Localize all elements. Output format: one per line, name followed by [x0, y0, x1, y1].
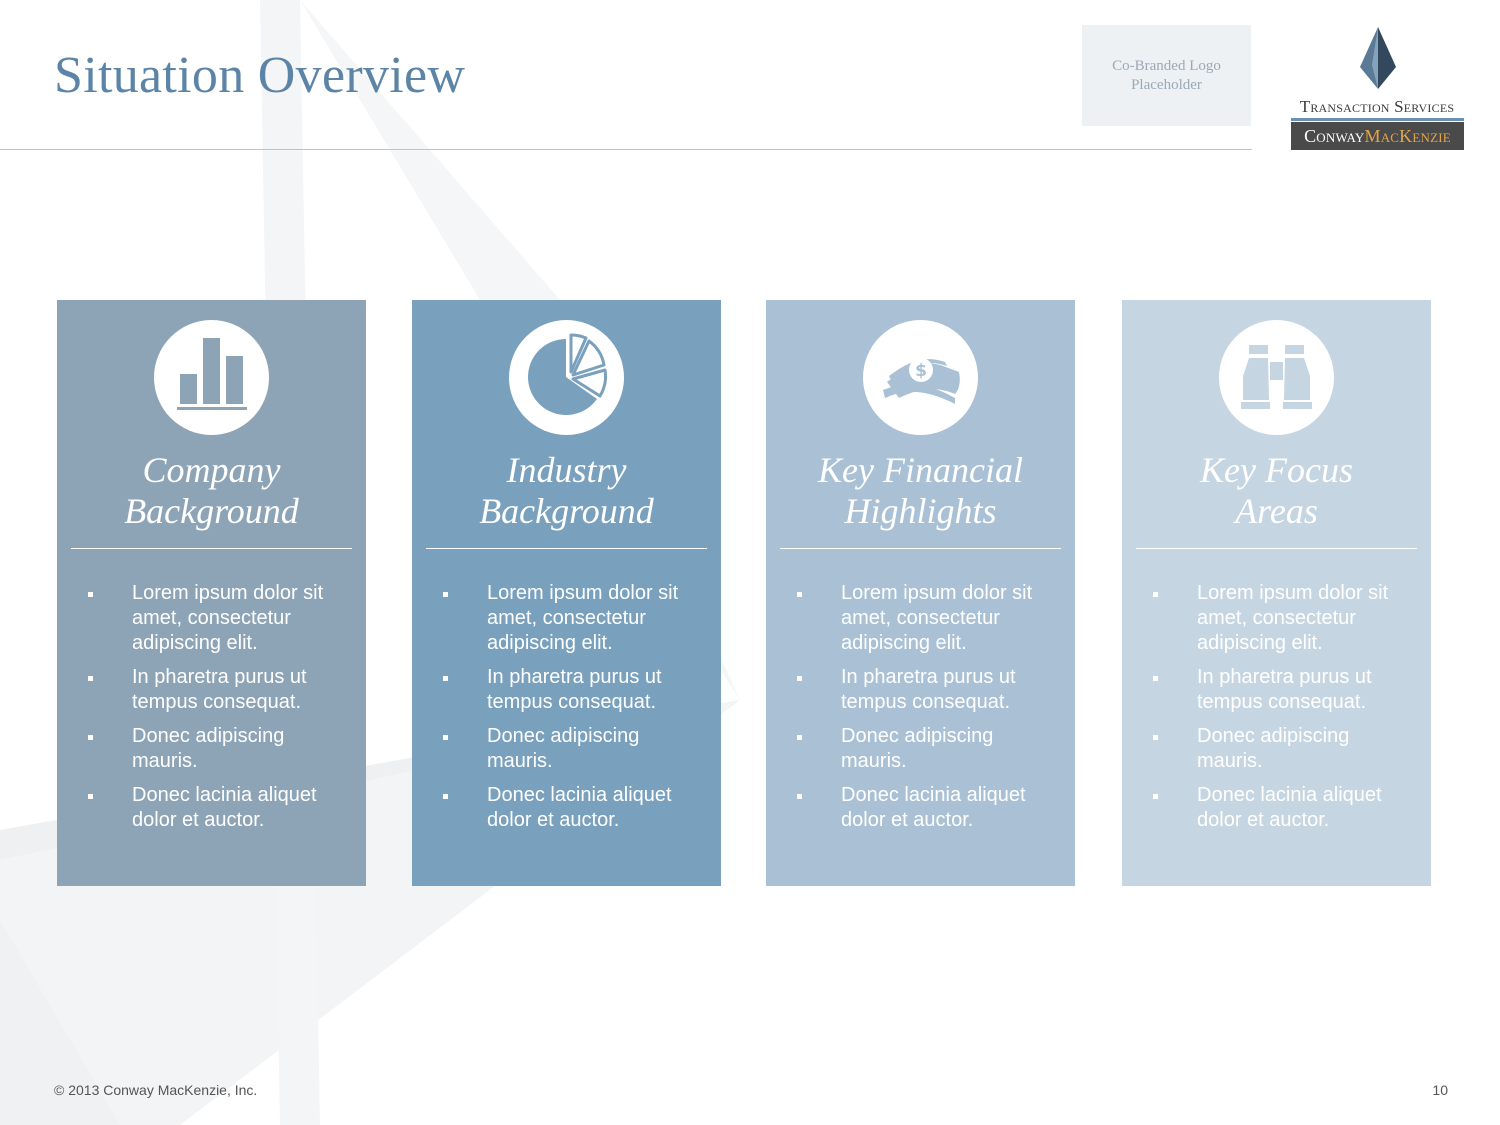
bullet-list: [412, 581, 721, 842]
title-divider: [0, 149, 1252, 150]
list-item-text: Donec lacinia aliquet dolor et auctor.: [487, 784, 672, 831]
page-number: 10: [1432, 1082, 1448, 1098]
card-divider: [780, 548, 1061, 549]
bullet-icon: [797, 735, 802, 740]
list-item: [1122, 665, 1431, 715]
list-item: [766, 581, 1075, 656]
card-company-background: [57, 300, 366, 886]
list-item: [57, 581, 366, 656]
bullet-icon: [88, 592, 93, 597]
list-item-text: Donec adipiscing mauris.: [841, 725, 994, 772]
cobrand-logo-placeholder: [1082, 25, 1251, 126]
list-item-text: Lorem ipsum dolor sit amet, consectetur adipiscing elit.: [487, 582, 679, 654]
bullet-list: [766, 581, 1075, 842]
list-item-text: Lorem ipsum dolor sit amet, consectetur adipiscing elit.: [132, 582, 324, 654]
card-title-line1: Company: [142, 450, 281, 490]
list-item-text: In pharetra purus ut tempus consequat.: [841, 666, 1016, 713]
brand-name: [1291, 122, 1464, 150]
list-item-text: Lorem ipsum dolor sit amet, consectetur adipiscing elit.: [1197, 582, 1389, 654]
bullet-list: [57, 581, 366, 842]
bullet-icon: [797, 794, 802, 799]
list-item: [57, 665, 366, 715]
card-title-line2: Background: [479, 491, 654, 531]
icon-circle: [509, 320, 624, 435]
pyramid-logo-icon: [1360, 27, 1396, 89]
list-item: [412, 724, 721, 774]
bullet-icon: [443, 735, 448, 740]
card-title-line1: Industry: [506, 450, 627, 490]
list-item-text: Donec adipiscing mauris.: [1197, 725, 1350, 772]
list-item-text: In pharetra purus ut tempus consequat.: [132, 666, 307, 713]
card-title-line1: Key Focus: [1200, 450, 1353, 490]
brand-divider: [1291, 118, 1464, 121]
list-item-text: Donec adipiscing mauris.: [487, 725, 640, 772]
list-item: [1122, 724, 1431, 774]
icon-circle: [1219, 320, 1334, 435]
card-title-line1: Key Financial: [818, 450, 1023, 490]
card-key-financial-highlights: [766, 300, 1075, 886]
bullet-icon: [443, 676, 448, 681]
card-title-line2: Areas: [1235, 491, 1318, 531]
list-item: [57, 724, 366, 774]
bullet-icon: [88, 735, 93, 740]
list-item: [1122, 581, 1431, 656]
bullet-icon: [88, 794, 93, 799]
list-item: [766, 783, 1075, 833]
footer-copyright: © 2013 Conway MacKenzie, Inc.: [54, 1082, 258, 1098]
list-item: [412, 581, 721, 656]
card-title-line2: Background: [124, 491, 299, 531]
cobrand-text-line1: Co-Branded Logo: [1112, 57, 1221, 74]
bullet-icon: [797, 592, 802, 597]
cobrand-text-line2: Placeholder: [1131, 76, 1202, 93]
list-item: [57, 783, 366, 833]
list-item: [412, 783, 721, 833]
card-industry-background: [412, 300, 721, 886]
brand-tagline: Transaction Services: [1299, 97, 1455, 116]
bullet-list: [1122, 581, 1431, 842]
brand-name-part2: MacKenzie: [1364, 125, 1451, 146]
card-divider: [426, 548, 707, 549]
card-divider: [1136, 548, 1417, 549]
page-title: Situation Overview: [54, 47, 466, 104]
bullet-icon: [1153, 794, 1158, 799]
list-item: [766, 724, 1075, 774]
list-item-text: In pharetra purus ut tempus consequat.: [487, 666, 662, 713]
money-icon: [863, 320, 978, 435]
list-item-text: Donec lacinia aliquet dolor et auctor.: [1197, 784, 1382, 831]
card-divider: [71, 548, 352, 549]
card-title-line2: Highlights: [844, 491, 997, 531]
card-title: [766, 450, 1075, 532]
card-key-focus-areas: [1122, 300, 1431, 886]
svg-text:$: $: [915, 361, 927, 381]
bullet-icon: [1153, 735, 1158, 740]
list-item-text: In pharetra purus ut tempus consequat.: [1197, 666, 1372, 713]
bullet-icon: [1153, 592, 1158, 597]
list-item: [766, 665, 1075, 715]
list-item: [1122, 783, 1431, 833]
pie-chart-icon: [509, 320, 624, 435]
bullet-icon: [88, 676, 93, 681]
bullet-icon: [1153, 676, 1158, 681]
icon-circle: [154, 320, 269, 435]
card-title: [1122, 450, 1431, 532]
brand-name-part1: Conway: [1304, 125, 1365, 146]
list-item: [412, 665, 721, 715]
list-item-text: Lorem ipsum dolor sit amet, consectetur adipiscing elit.: [841, 582, 1033, 654]
icon-circle: [863, 320, 978, 435]
list-item-text: Donec lacinia aliquet dolor et auctor.: [841, 784, 1026, 831]
list-item-text: Donec adipiscing mauris.: [132, 725, 285, 772]
binoculars-icon: [1219, 320, 1334, 435]
bullet-icon: [443, 592, 448, 597]
card-title: [57, 450, 366, 532]
bar-chart-icon: [154, 320, 269, 435]
bullet-icon: [797, 676, 802, 681]
list-item-text: Donec lacinia aliquet dolor et auctor.: [132, 784, 317, 831]
card-title: [412, 450, 721, 532]
brand-logo: [1287, 25, 1467, 153]
bullet-icon: [443, 794, 448, 799]
